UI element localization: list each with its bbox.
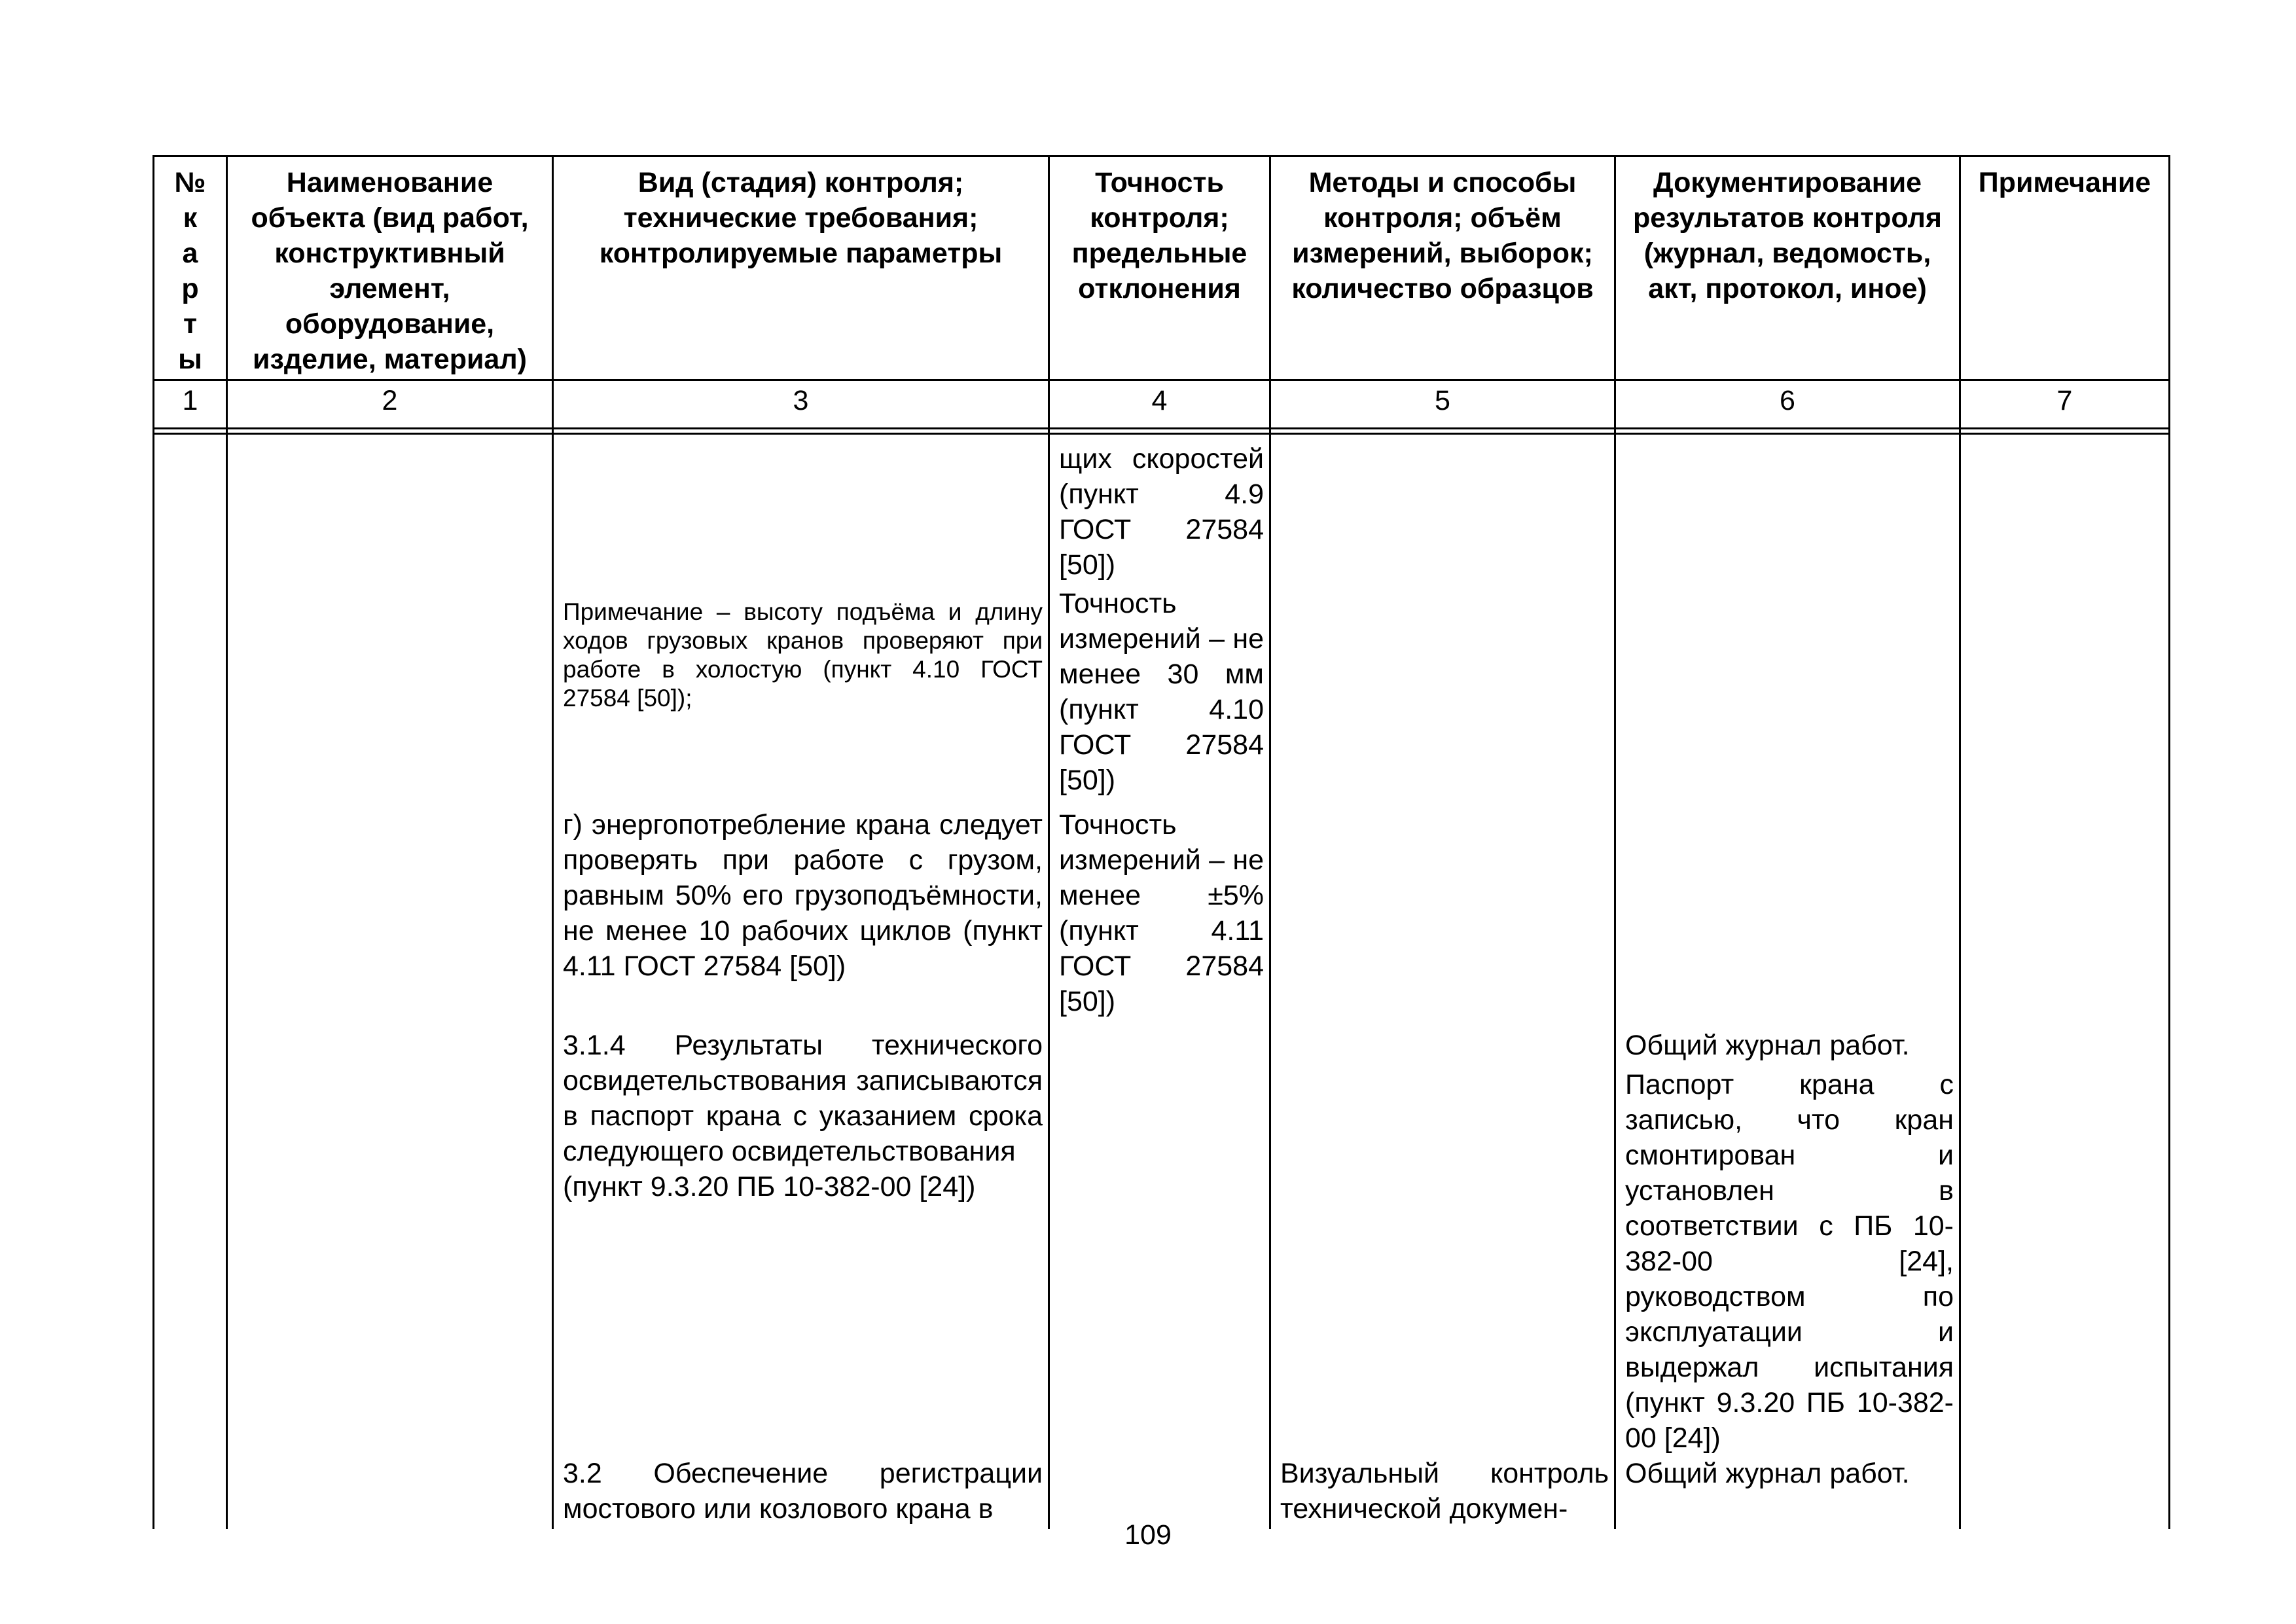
- header-accuracy: Точность контроля; предельные отклонения: [1049, 156, 1270, 380]
- methods-cell: Визуальный контроль технической докумен-: [1270, 1456, 1615, 1529]
- table-row: [154, 434, 2170, 586]
- control-requirement-text: 3.1.4 Результаты технического освидетельствования записываются в паспорт крана с указанием срока следующего освидетельствования: [563, 1029, 1043, 1167]
- column-number-7: 7: [1960, 380, 2170, 429]
- documentation-line: Общий журнал работ.: [1625, 1029, 1910, 1061]
- control-table-wrapper: [152, 155, 2168, 1529]
- header-note: Примечание: [1960, 156, 2170, 380]
- column-number-4: 4: [1049, 380, 1270, 429]
- control-requirement-cell: г) энергопотребление крана следует проверять при работе с грузом, равным 50% его грузоподъёмности, не менее 10 рабочих циклов (пункт 4.11 ГОСТ 27584 [50]): [553, 807, 1049, 1028]
- header-documentation: Документирование результатов контроля (журнал, ведомость, акт, протокол, иное): [1615, 156, 1960, 380]
- header-methods: Методы и способы контроля; объём измерений, выборок; количество образцов: [1270, 156, 1615, 380]
- column-number-1: 1: [154, 380, 227, 429]
- page-number: 109: [1124, 1519, 1172, 1551]
- control-note-text: Примечание – высоту подъёма и длину ходов грузовых кранов проверяют при работе в холостую (пункт 4.10 ГОСТ 27584 [50]);: [563, 598, 1043, 712]
- column-number-5: 5: [1270, 380, 1615, 429]
- table-row: [154, 586, 2170, 807]
- accuracy-cell: щих скоростей (пункт 4.9 ГОСТ 27584 [50]): [1049, 434, 1270, 586]
- column-number-row: [154, 380, 2170, 429]
- column-number-3: 3: [553, 380, 1049, 429]
- column-number-2: 2: [227, 380, 553, 429]
- documentation-text: Паспорт крана с записью, что кран смонтирован и установлен в соответствии с ПБ 10-382-00 [24], руководством по эксплуатации и выдержал испытания (пункт 9.3.20 ПБ 10-382-00 [24]): [1625, 1068, 1954, 1454]
- double-rule-row: [154, 429, 2170, 434]
- column-number-6: 6: [1615, 380, 1960, 429]
- control-requirement-cell: [553, 1028, 1049, 1456]
- header-object-name: Наименование объекта (вид работ, конструктивный элемент, оборудование, изделие, материал): [227, 156, 553, 380]
- header-card-number: № к а р т ы: [154, 156, 227, 380]
- table-row: [154, 1028, 2170, 1456]
- header-control-type: Вид (стадия) контроля; технические требования; контролируемые параметры: [553, 156, 1049, 380]
- control-requirement-reference: (пункт 9.3.20 ПБ 10-382-00 [24]): [563, 1170, 976, 1202]
- control-requirement-cell: 3.2 Обеспечение регистрации мостового или козлового крана в: [553, 1456, 1049, 1529]
- accuracy-cell: Точность измерений – не менее 30 мм (пункт 4.10 ГОСТ 27584 [50]): [1049, 586, 1270, 807]
- table-row: [154, 807, 2170, 1028]
- documentation-cell: [1615, 1028, 1960, 1456]
- accuracy-cell: Точность измерений – не менее ±5% (пункт 4.11 ГОСТ 27584 [50]): [1049, 807, 1270, 1028]
- documentation-cell: Общий журнал работ.: [1615, 1456, 1960, 1529]
- control-table: [152, 155, 2170, 1529]
- header-row: [154, 156, 2170, 380]
